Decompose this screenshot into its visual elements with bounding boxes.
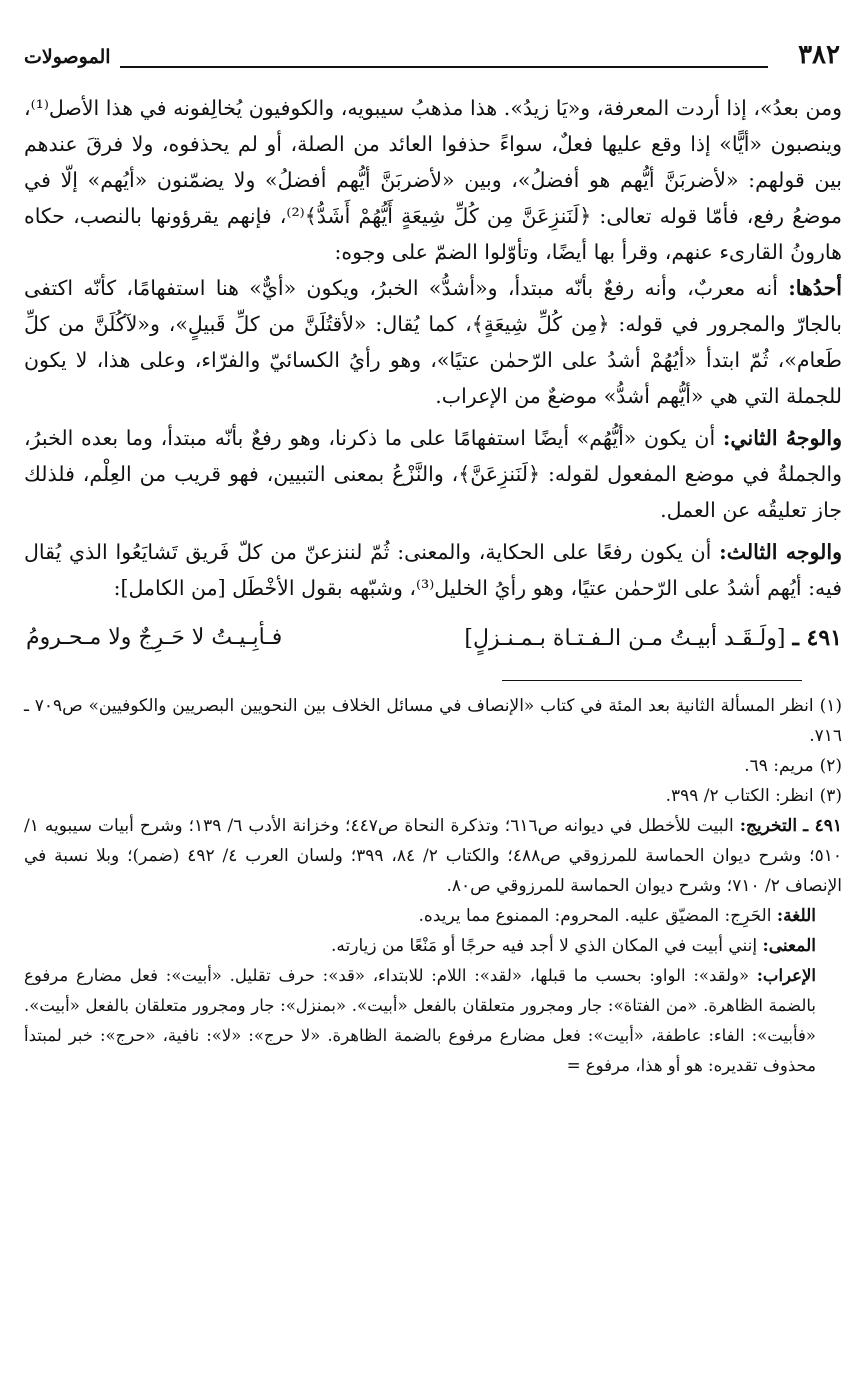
takhrij-label: التخريج: — [739, 816, 798, 836]
paragraph-second-aspect — [24, 420, 842, 528]
lugha: اللغة: الحَرِج: المضيّق عليه. المحروم: الممنوع مما يريده. — [418, 906, 816, 926]
aspect-text: أن يكون «أيُّهُم» أيضًا استفهامًا على ما ذكرنا، وهو رفعٌ بأنّه مبتدأ، وما بعده الخبرُ، والجملةُ في موضع المفعول لقوله: ﴿لَنَنزِعَنَّ﴾، والنَّزْعُ بمعنى التبيين، فهو قريب من العِلْم، فلذلك جاز تعليقُه عن العمل. — [24, 426, 842, 522]
page-header — [24, 40, 842, 74]
irab: الإعراب: «ولقد»: الواو: بحسب ما قبلها، «لقد»: اللام: للابتداء، «قد»: حرف تقليل. «أبيت»: فعل مضارع مرفوع بالضمة الظاهرة. «من الفتاة»: جار ومجرور متعلقان بالفعل «أبيت». «بمنزل»: جار ومجرور متعلقان بالفعل «أبيت». «فأبيت»: الفاء: عاطفة، «أبيت»: فعل مضارع مرفوع بالضمة الظاهرة. «لا حرج»: «لا»: نافية، «حرج»: خبر لمبتدأ محذوف تقديره: هو أو هذا، مرفوع = — [24, 966, 816, 1075]
aspect-text: أنه معربٌ، وأنه رفعٌ بأنّه مبتدأ، و«أشدُّ» الخبرُ، ويكون «أيٌّ» هنا استفهامًا، كأنّه اكتفى بالجارّ والمجرور في قوله: ﴿مِن كُلِّ شِيعَةٍ﴾، كما يُقال: «لأقتُلَنَّ من كلِّ قَبيلٍ»، و«لآكُلَنَّ من كلِّ طَعام»، ثُمّ ابتدأ «أيُهُمْ أشدُ على الرّحمٰن عتيًا»، وهو رأيُ الكسائيّ والفرّاء، وعلى هذا، لا يكون للجملة التي هي «أيُّهم أشدُّ» موضعٌ من الإعراب. — [24, 276, 842, 408]
main-text — [24, 90, 842, 658]
takhrij: ٤٩١ ـ التخريج: البيت للأخطل في ديوانه ص٦١٦؛ وتذكرة النحاة ص٤٤٧؛ وخزانة الأدب ٦/ ١٣٩؛ وشرح أبيات سيبويه ١/ ٥١٠؛ وشرح ديوان الحماسة للمرزوقي ص٤٨٨؛ والكتاب ٢/ ٨٤، ٣٩٩؛ ولسان العرب ٤/ ٤٩٢ (ضمر)؛ وبلا نسبة في الإنصاف ٢/ ٧١٠؛ وشرح ديوان الحماسة للمرزوقي ص٨٠. — [24, 816, 842, 896]
paragraph-first-aspect — [24, 270, 842, 414]
page-number: ٣٨٢ — [798, 40, 840, 70]
verse-first-hemistich: [ولَـقَـد أبيـتُ مـن الـفـتـاة بـمـنـزلٍ] — [464, 626, 786, 651]
aspect-label: والوجه الثالث: — [719, 540, 842, 564]
aspect-label: والوجهُ الثاني: — [722, 426, 842, 450]
paragraph-third-aspect — [24, 534, 842, 606]
poetry-verse — [24, 620, 842, 658]
book-page — [24, 40, 842, 1081]
aspect-label: أحدُها: — [788, 276, 842, 300]
verse-number: ٤٩١ ـ — [792, 625, 842, 651]
verse-second-hemistich: فـأبِـيـتُ لا حَـرِجٌ ولا مـحـرومُ — [26, 625, 283, 650]
footnote-separator — [502, 680, 802, 681]
maana: المعنى: إنني أبيت في المكان الذي لا أجد فيه حرجًا أو مَنْعًا من زيارته. — [331, 936, 816, 956]
aspect-text: أن يكون رفعًا على الحكاية، والمعنى: ثُمّ لننزعنّ من كلّ فَريق تَشايَعُوا الذي يُقال فيه: أيُهم أشدُ على الرّحمٰن عتيًا، وهو رأيُ الخليل⁽³⁾، وشبّهه بقول الأخْطَل [من الكامل]: — [24, 540, 842, 600]
footnote-item: (٣)انظر: الكتاب ٢/ ٣٩٩. — [665, 786, 842, 806]
footnotes — [24, 691, 842, 811]
running-title: الموصولات — [24, 46, 111, 68]
footnote-item: (١)انظر المسألة الثانية بعد المئة في كتاب «الإنصاف في مسائل الخلاف بين النحويين البصريين والكوفيين» ص٧٠٩ ـ ٧١٦. — [24, 696, 842, 746]
paragraph-intro: ومن بعدُ»، إذا أردت المعرفة، و«يَا زيدُ». هذا مذهبُ سيبويه، والكوفيون يُخالِفونه في هذا الأصل⁽¹⁾، وينصبون «أيًّا» إذا وقع عليها فعلٌ، سواءً حذفوا العائد من الصلة، أو لم يحذفوه، ولا فرقَ عندهم بين قولهم: «لأضربَنَّ أيُّهم هو أفضلُ»، وبين «لأضربَنَّ أيُّهم أفضلُ» ولا يضمّنون «أيُهم» إلّا في موضعُ رفع، فأمّا قوله تعالى: ﴿لَنَنزِعَنَّ مِن كُلِّ شِيعَةٍ أَيُّهُمْ أَشَدُّ﴾⁽²⁾، فإنهم يقرؤونها بالنصب، حكاه هارونُ القارىء عنهم، وقرأ بها أيضًا، وتأوّلوا الضمّ على وجوه: — [24, 96, 842, 264]
footnote-item: (٢)مريم: ٦٩. — [744, 756, 842, 776]
verse-commentary — [24, 811, 842, 1081]
header-rule — [120, 66, 768, 68]
